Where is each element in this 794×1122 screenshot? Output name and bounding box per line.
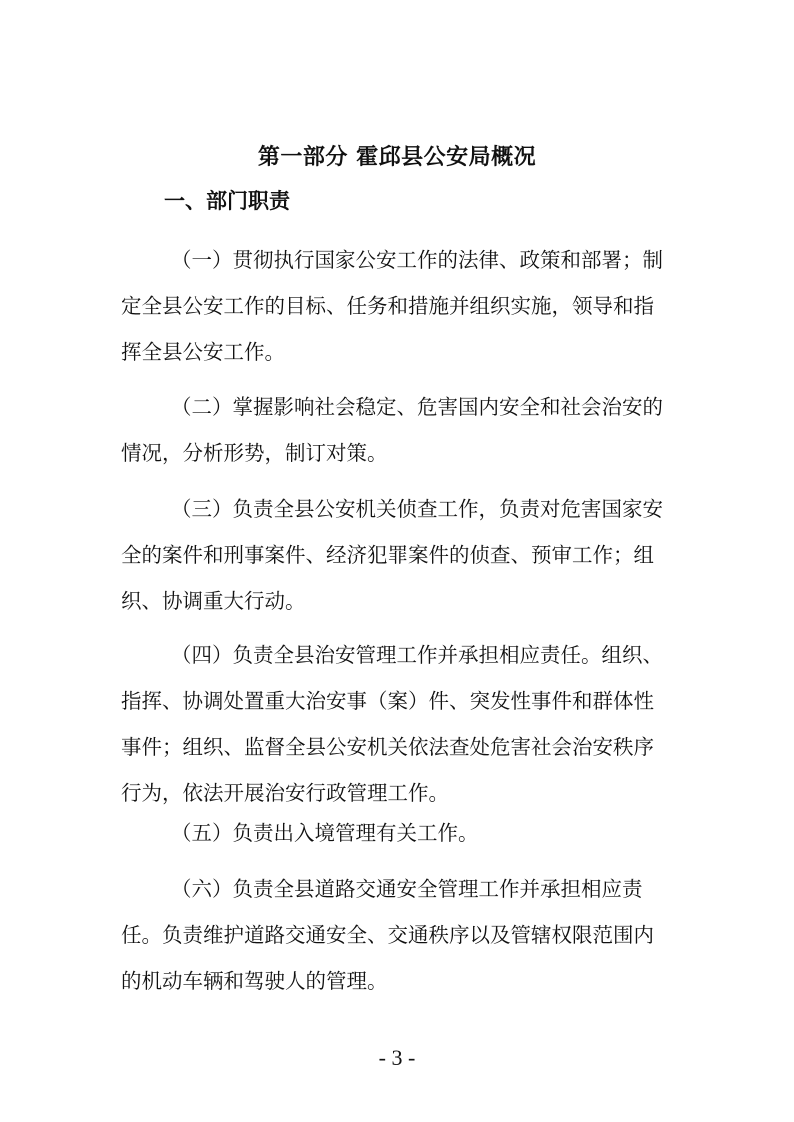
paragraph-line: （一）贯彻执行国家公安工作的法律、政策和部署；制 — [171, 248, 663, 272]
paragraph-1 — [121, 237, 681, 375]
paragraph-line: 指挥、协调处置重大治安事（案）件、突发性事件和群体性 — [121, 689, 654, 713]
page-title: 第一部分 霍邱县公安局概况 — [257, 145, 537, 170]
page-number: - 3 - — [378, 1045, 416, 1070]
paragraph-5 — [121, 810, 681, 856]
paragraph-line: 事件；组织、监督全县公安机关依法查处危害社会治安秩序 — [121, 735, 654, 759]
section-heading: 一、部门职责 — [164, 189, 290, 213]
paragraph-line: 的机动车辆和驾驶人的管理。 — [121, 969, 388, 993]
paragraph-line: 定全县公安工作的目标、任务和措施并组织实施，领导和指 — [121, 294, 654, 318]
paragraph-4 — [121, 632, 681, 816]
paragraph-line: （三）负责全县公安机关侦查工作，负责对危害国家安 — [171, 497, 663, 521]
paragraph-line: 织、协调重大行动。 — [121, 589, 306, 613]
paragraph-line: （六）负责全县道路交通安全管理工作并承担相应责 — [171, 877, 643, 901]
paragraph-line: 任。负责维护道路交通安全、交通秩序以及管辖权限范围内 — [121, 923, 654, 947]
paragraph-line: 情况，分析形势，制订对策。 — [121, 441, 388, 465]
paragraph-3 — [121, 486, 681, 624]
paragraph-line: （五）负责出入境管理有关工作。 — [171, 821, 479, 845]
paragraph-line: （二）掌握影响社会稳定、危害国内安全和社会治安的 — [171, 395, 663, 419]
paragraph-line: 行为，依法开展治安行政管理工作。 — [121, 781, 449, 805]
paragraph-line: 全的案件和刑事案件、经济犯罪案件的侦查、预审工作；组 — [121, 543, 654, 567]
paragraph-6 — [121, 866, 681, 1004]
paragraph-line: （四）负责全县治安管理工作并承担相应责任。组织、 — [171, 643, 663, 667]
paragraph-line: 挥全县公安工作。 — [121, 340, 285, 364]
paragraph-2 — [121, 384, 681, 476]
